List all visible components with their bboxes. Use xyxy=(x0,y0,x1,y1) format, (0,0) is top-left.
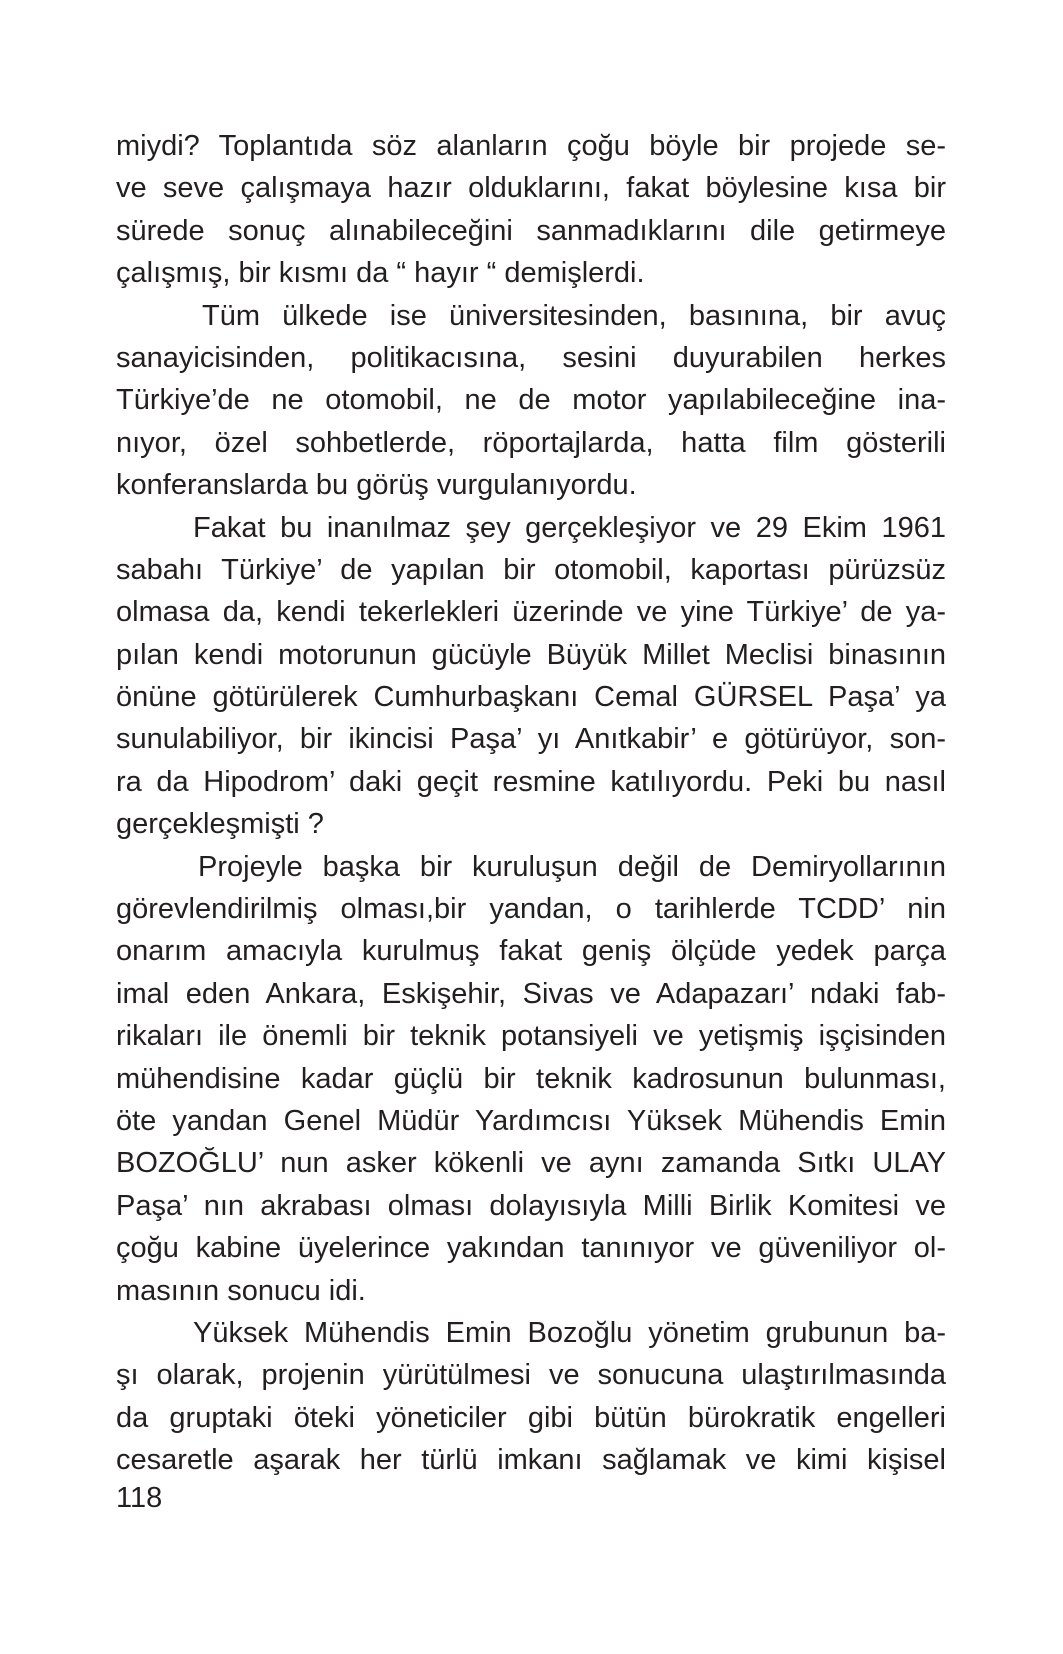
text-line: şı olarak, projenin yürütülmesi ve sonucuna ulaştırılmasında xyxy=(116,1359,946,1392)
text-line: sanayicisinden, politikacısına, sesini duyurabilen herkes xyxy=(116,341,946,374)
text-line: Yüksek Mühendis Emin Bozoğlu yönetim grubunun ba- xyxy=(193,1316,946,1349)
text-line: Projeyle başka bir kuruluşun değil de Demiryollarının xyxy=(198,850,946,883)
page-number: 118 xyxy=(116,1482,163,1514)
text-line: nıyor, özel sohbetlerde, röportajlarda, hatta film gösterili xyxy=(116,426,946,459)
text-line: olmasa da, kendi tekerlekleri üzerinde ve yine Türkiye’ de ya- xyxy=(116,596,946,629)
text-line: öte yandan Genel Müdür Yardımcısı Yüksek Mühendis Emin xyxy=(116,1104,946,1137)
text-line: ve seve çalışmaya hazır olduklarını, fakat böylesine kısa bir xyxy=(116,172,946,205)
paragraph xyxy=(116,125,946,295)
body-text xyxy=(116,125,946,1482)
text-line: görevlendirilmiş olması,bir yandan, o tarihlerde TCDD’ nin xyxy=(116,893,946,926)
paragraph xyxy=(116,295,946,507)
text-line: imal eden Ankara, Eskişehir, Sivas ve Adapazarı’ ndaki fab- xyxy=(116,977,946,1010)
text-line: pılan kendi motorunun gücüyle Büyük Millet Meclisi binasının xyxy=(116,638,946,671)
text-line: masının sonucu idi. xyxy=(116,1274,366,1307)
text-line: rikaları ile önemli bir teknik potansiyeli ve yetişmiş işçisinden xyxy=(116,1020,946,1053)
text-line: onarım amacıyla kurulmuş fakat geniş ölçüde yedek parça xyxy=(116,935,946,968)
text-line: BOZOĞLU’ nun asker kökenli ve aynı zamanda Sıtkı ULAY xyxy=(116,1147,946,1180)
paragraph xyxy=(116,846,946,1312)
text-line: da gruptaki öteki yöneticiler gibi bütün bürokratik engelleri xyxy=(116,1401,946,1434)
text-line: çalışmış, bir kısmı da “ hayır “ demişlerdi. xyxy=(116,257,645,290)
text-line: Türkiye’de ne otomobil, ne de motor yapılabileceğine ina- xyxy=(116,384,946,417)
text-line: Tüm ülkede ise üniversitesinden, basınına, bir avuç xyxy=(202,299,946,332)
text-line: Paşa’ nın akrabası olması dolayısıyla Milli Birlik Komitesi ve xyxy=(116,1189,946,1222)
text-line: önüne götürülerek Cumhurbaşkanı Cemal GÜRSEL Paşa’ ya xyxy=(116,681,946,714)
paragraph xyxy=(116,1312,946,1482)
text-line: gerçekleşmişti ? xyxy=(116,808,324,841)
text-line: ra da Hipodrom’ daki geçit resmine katılıyordu. Peki bu nasıl xyxy=(116,765,946,798)
paragraph xyxy=(116,507,946,846)
text-line: sunulabiliyor, bir ikincisi Paşa’ yı Anıtkabir’ e götürüyor, son- xyxy=(116,723,946,756)
text-line: miydi? Toplantıda söz alanların çoğu böyle bir projede se- xyxy=(116,130,946,162)
text-line: Fakat bu inanılmaz şey gerçekleşiyor ve 29 Ekim 1961 xyxy=(193,511,946,544)
text-line: cesaretle aşarak her türlü imkanı sağlamak ve kimi kişisel xyxy=(116,1444,946,1477)
text-line: mühendisine kadar güçlü bir teknik kadrosunun bulunması, xyxy=(116,1062,946,1095)
text-line: çoğu kabine üyelerince yakından tanınıyor ve güveniliyor ol- xyxy=(116,1232,946,1265)
text-line: sürede sonuç alınabileceğini sanmadıklarını dile getirmeye xyxy=(116,214,946,247)
text-line: sabahı Türkiye’ de yapılan bir otomobil, kaportası pürüzsüz xyxy=(116,553,946,586)
text-line: konferanslarda bu görüş vurgulanıyordu. xyxy=(116,469,637,502)
